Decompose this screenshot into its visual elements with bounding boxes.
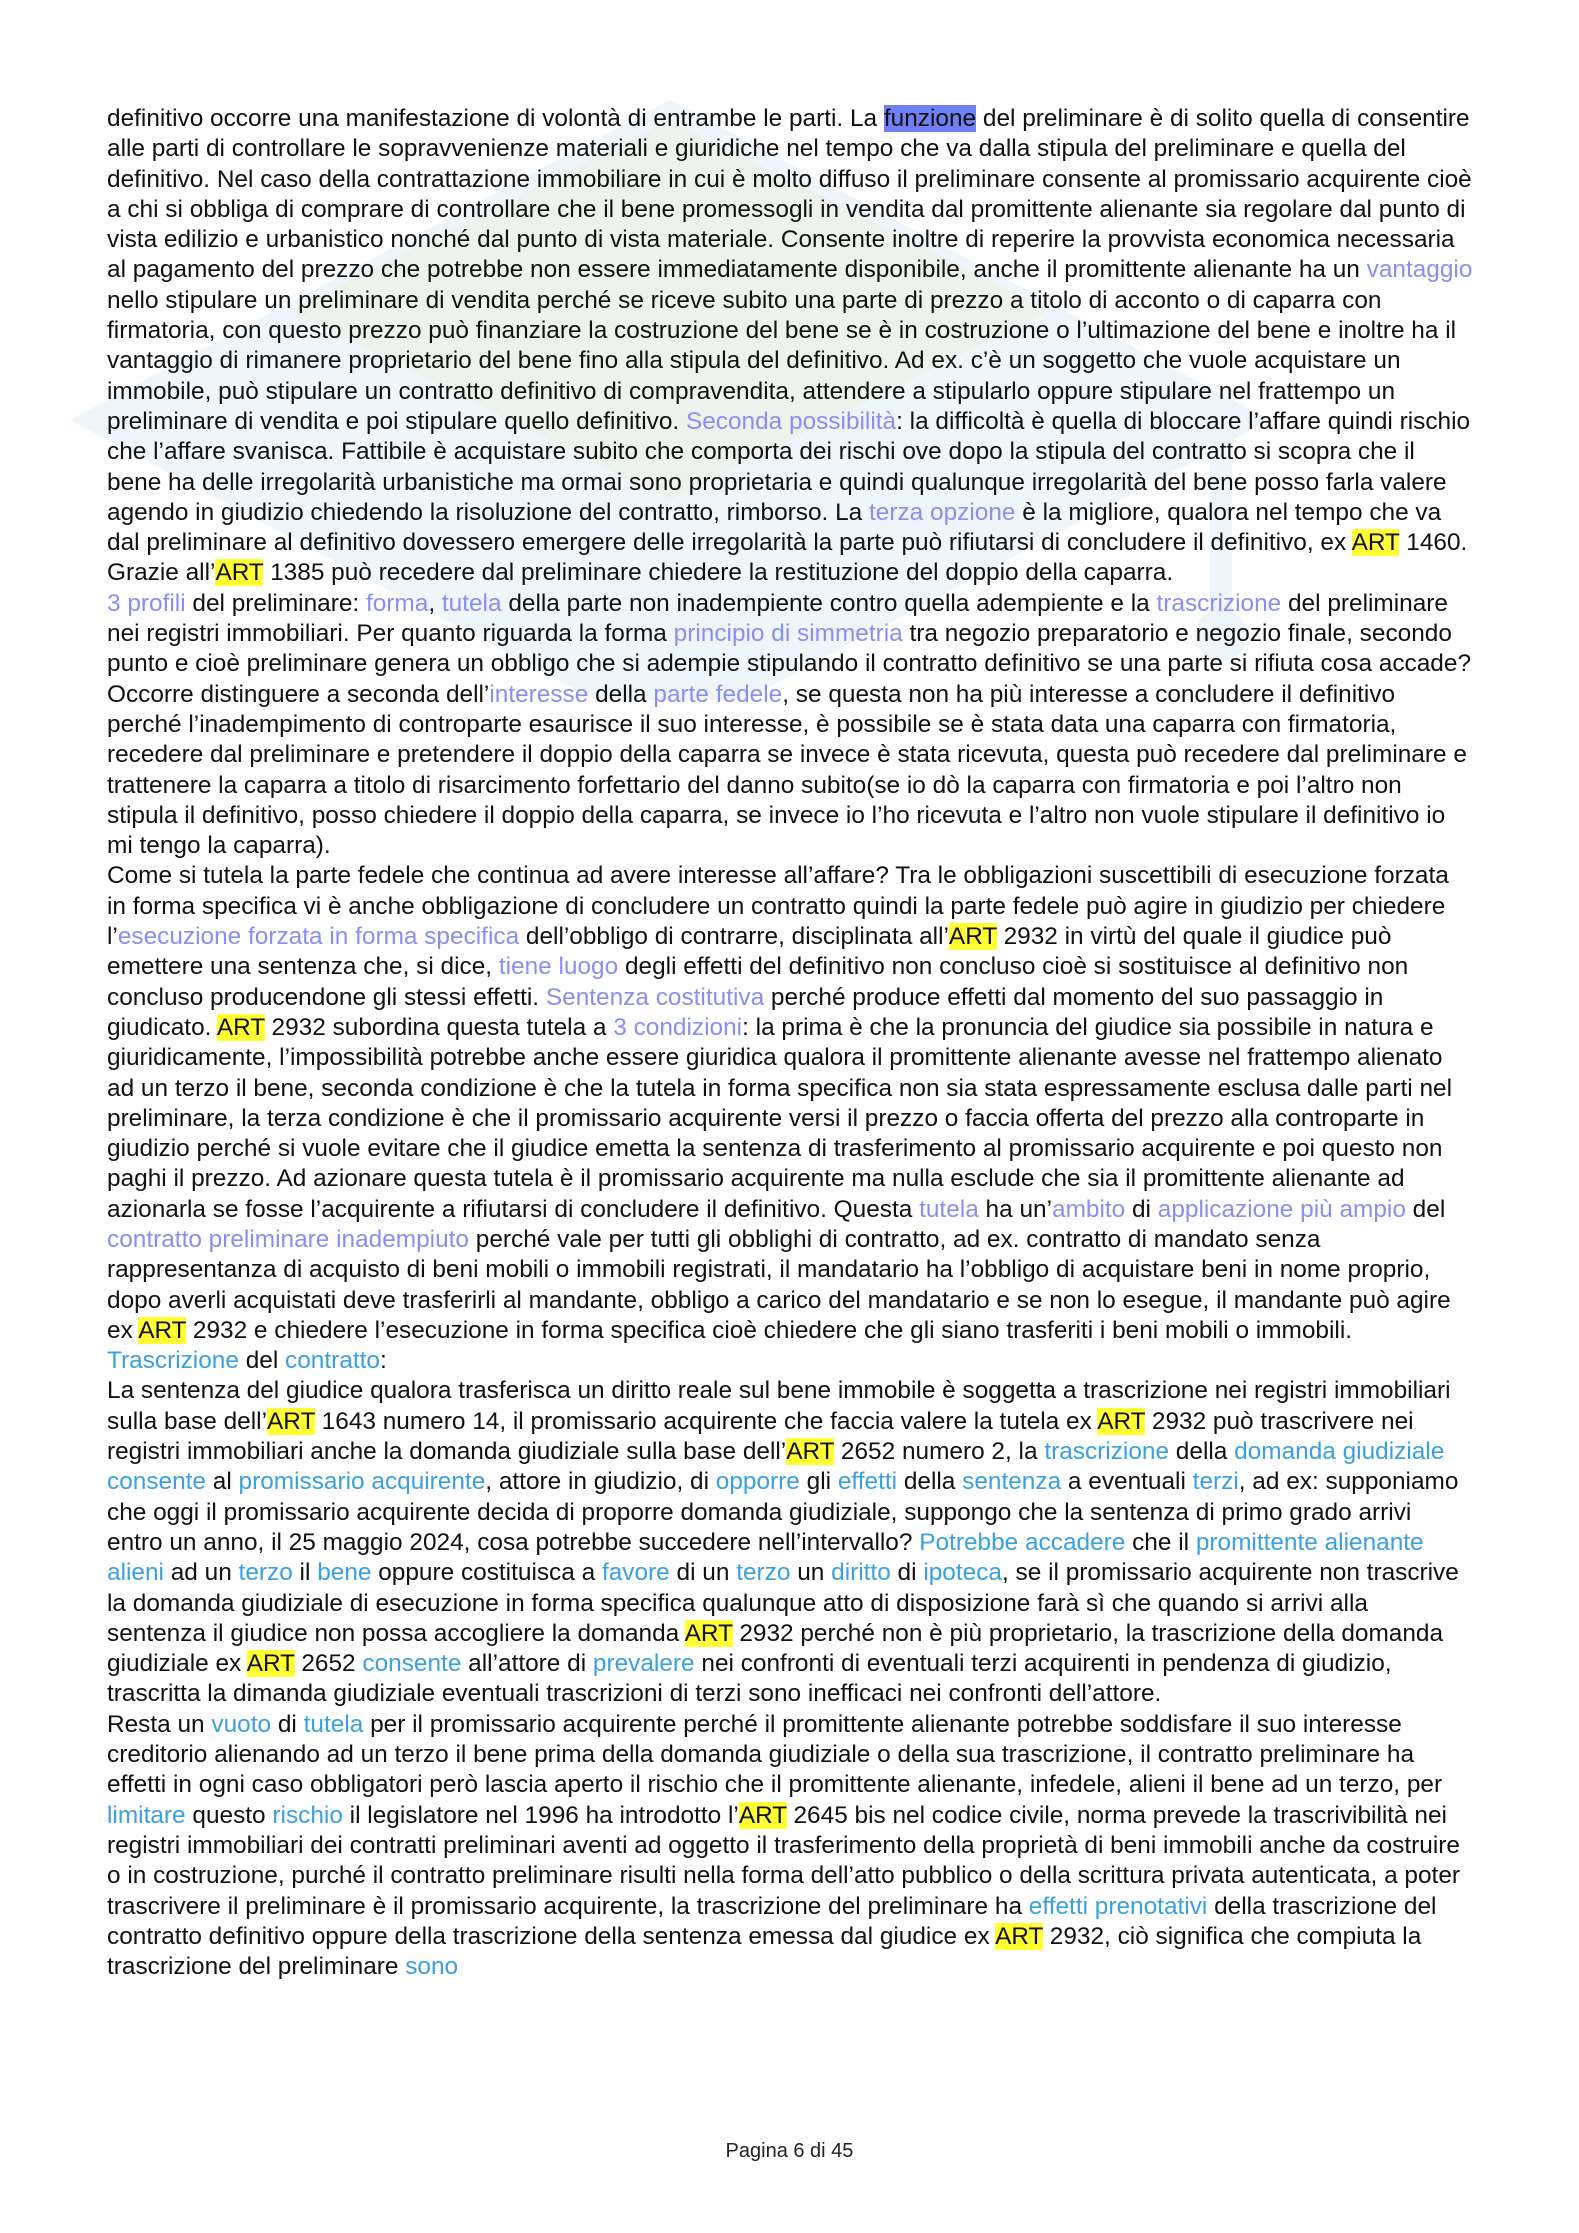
emphasized-term: prevalere	[592, 1650, 695, 1678]
text-run: :	[379, 1347, 387, 1375]
emphasized-term: trascrizione	[1044, 1438, 1170, 1466]
text-run: 2932 e chiedere l’esecuzione in forma specifica cioè chiedere che gli siano trasferiti i beni mobili o immobili.	[186, 1316, 1353, 1344]
emphasized-term: tiene luogo	[498, 953, 619, 981]
text-run: il legislatore nel 1996 ha introdotto l’	[342, 1801, 739, 1829]
highlighted-term: ART	[1351, 529, 1400, 557]
text-run: 2932, ciò significa che compiuta la trascrizione del preliminare	[107, 1922, 1422, 1981]
text-run: ad un	[163, 1559, 239, 1587]
text-run: di	[890, 1559, 924, 1587]
emphasized-term: contratto preliminare inadempiuto	[107, 1225, 469, 1253]
text-run: al	[206, 1468, 239, 1496]
emphasized-term: ambito	[1052, 1195, 1126, 1223]
text-run: della	[897, 1468, 963, 1496]
text-run: gli	[799, 1468, 838, 1496]
highlighted-term: ART	[948, 923, 997, 951]
text-run: , attore in giudizio, di	[485, 1468, 716, 1496]
emphasized-term: favore	[601, 1559, 670, 1587]
text-run: il	[292, 1559, 318, 1587]
paragraph	[107, 861, 1473, 1346]
text-run: : la prima è che la pronuncia del giudice sia possibile in natura e giuridicamente, l’impossibilità potrebbe anche essere giuridica qualora il promittente alienante avesse nel frattempo alienato ad un terzo il bene, seconda condizione è che la tutela in forma specifica non sia stata espressamente esclusa dalle parti nel preliminare, la terza condizione è che il promissario acquirente versi il prezzo o faccia offerta del prezzo alla controparte in giudizio perché si vuole evitare che il giudice emetta la sentenza di trasferimento al promissario acquirente e poi questo non paghi il prezzo. Ad azionare questa tutela è il promissario acquirente ma nulla esclude che sia il promittente alienante ad azionarla se fosse l’acquirente a rifiutarsi di concludere il definitivo. Questa	[107, 1013, 1452, 1223]
emphasized-term: rischio	[272, 1801, 343, 1829]
text-run: della parte non inadempiente contro quella adempiente e la	[501, 589, 1157, 617]
document-body	[107, 104, 1473, 1982]
text-run: di un	[669, 1559, 737, 1587]
text-run: 2652	[294, 1650, 363, 1678]
text-run: , se il promissario acquirente non trascrive la domanda giudiziale di esecuzione in forma specifica qualunque atto di disposizione farà sì che quando si arrivi alla sentenza il giudice non possa accogliere la domanda	[107, 1559, 1459, 1647]
text-run: della	[588, 680, 654, 708]
text-run: del preliminare nei registri immobiliari. Per quanto riguarda la forma	[107, 589, 1448, 648]
emphasized-term: promittente alienante alieni	[107, 1528, 1424, 1587]
text-run: che il	[1125, 1528, 1196, 1556]
emphasized-term: ipoteca	[923, 1559, 1002, 1587]
text-run: di	[271, 1710, 304, 1738]
highlighted-term: ART	[684, 1619, 733, 1647]
emphasized-term: Seconda possibilità	[685, 407, 897, 435]
emphasized-term: contratto	[285, 1347, 380, 1375]
emphasized-term: interesse	[489, 680, 589, 708]
emphasized-term: sono	[405, 1953, 459, 1981]
emphasized-term: parte fedele	[653, 680, 783, 708]
highlighted-term: ART	[995, 1922, 1043, 1950]
text-run: 1460. Grazie all’	[107, 529, 1468, 587]
paragraph	[107, 1710, 1473, 1983]
page-footer: Pagina 6 di 45	[725, 2140, 854, 2162]
emphasized-term: tutela	[919, 1195, 979, 1223]
emphasized-term: terzo	[736, 1559, 791, 1587]
text-run: nei confronti di eventuali terzi acquirenti in pendenza di giudizio, trascritta la dimanda giudiziale eventuali trascrizioni di terzi sono inefficaci nei confronti dell’attore.	[107, 1650, 1392, 1708]
emphasized-term: opporre	[715, 1468, 800, 1496]
text-run: è la migliore, qualora nel tempo che va dal preliminare al definitivo dovessero emergere delle irregolarità la parte può rifiutarsi di concludere il definitivo, ex	[107, 498, 1442, 557]
text-run: del	[1405, 1195, 1446, 1223]
text-run: degli effetti del definitivo non concluso cioè si sostituisce al definitivo non concluso producendone gli stessi effetti.	[107, 953, 1409, 1011]
text-run: del	[238, 1347, 286, 1375]
emphasized-term: Trascrizione	[107, 1347, 239, 1375]
paragraph	[107, 1346, 1473, 1376]
emphasized-term: sentenza	[962, 1468, 1062, 1496]
text-run: La sentenza del giudice qualora trasferisca un diritto reale sul bene immobile è soggetta a trascrizione nei registri immobiliari sulla base dell’	[107, 1377, 1451, 1435]
highlighted-term: ART	[267, 1407, 315, 1435]
highlighted-term: ART	[215, 559, 264, 587]
emphasized-term: 3 profili	[107, 589, 186, 617]
text-run: definitivo occorre una manifestazione di volontà di entrambe le parti. La	[107, 105, 884, 132]
emphasized-term: effetti	[837, 1468, 898, 1496]
emphasized-term: domanda giudiziale consente	[107, 1438, 1445, 1496]
highlighted-term: ART	[786, 1438, 835, 1466]
text-run: del preliminare:	[185, 589, 366, 617]
text-run: 1385 può recedere dal preliminare chiedere la restituzione del doppio della caparra.	[263, 559, 1174, 587]
text-run: un	[790, 1559, 832, 1587]
text-run: Come si tutela la parte fedele che continua ad avere interesse all’affare? Tra le obbligazioni suscettibili di esecuzione forzata in forma specifica vi è anche obbligazione di concludere un contratto quindi la parte fedele può agire in giudizio per chiedere l’	[107, 862, 1449, 951]
emphasized-term: vantaggio	[1366, 256, 1473, 284]
emphasized-term: principio di simmetria	[673, 620, 903, 648]
emphasized-term: funzione	[883, 105, 977, 132]
highlighted-term: ART	[216, 1013, 265, 1041]
emphasized-term: applicazione più ampio	[1157, 1195, 1406, 1223]
emphasized-term: promissario acquirente	[238, 1468, 486, 1496]
emphasized-term: limitare	[107, 1801, 186, 1829]
text-run: 2932 subordina questa tutela a	[264, 1013, 614, 1041]
text-run: nello stipulare un preliminare di vendita perché se riceve subito una parte di prezzo a titolo di acconto o di caparra con firmatoria, con questo prezzo può finanziare la costruzione del bene se è in costruzione o l’ultimazione del bene e inoltre ha il vantaggio di rimanere proprietario del bene fino alla stipula del definitivo. Ad ex. c’è un soggetto che vuole acquistare un immobile, può stipulare un contratto definitivo di compravendita, attendere a stipularlo oppure stipulare nel frattempo un preliminare di vendita e poi stipulare quello definitivo.	[107, 286, 1457, 435]
emphasized-term: bene	[317, 1559, 372, 1587]
text-run: per il promissario acquirente perché il promittente alienante potrebbe soddisfare il suo interesse creditorio alienando ad un terzo il bene prima della domanda giudiziale o della sua trascrizione, il contratto preliminare ha effetti in ogni caso obbligatori però lascia aperto il rischio che il promittente alienante, infedele, alieni il bene ad un terzo, per	[107, 1710, 1443, 1799]
highlighted-term: ART	[738, 1801, 787, 1829]
text-run: 1643 numero 14, il promissario acquirente che faccia valere la tutela ex	[314, 1407, 1098, 1435]
highlighted-term: ART	[1097, 1407, 1146, 1435]
text-run: Resta un	[107, 1710, 212, 1738]
emphasized-term: tutela	[303, 1710, 364, 1738]
text-run: tra negozio preparatorio e negozio finale, secondo punto e cioè preliminare genera un obbligo che si adempie stipulando il contratto definitivo se una parte si rifiuta cosa accade? Occorre distinguere a seconda dell’	[107, 620, 1472, 708]
highlighted-term: ART	[246, 1650, 295, 1678]
text-run: oppure costituisca a	[371, 1559, 602, 1587]
text-run: : la difficoltà è quella di bloccare l’affare quindi rischio che l’affare svanisca. Fattibile è acquistare subito che comporta dei rischi ove dopo la stipula del contratto si scopra che il bene ha delle irregolarità urbanistiche ma ormai sono proprietaria e quindi qualunque irregolarità del bene posso farla valere agendo in giudizio chiedendo la risoluzione del contratto, rimborso. La	[107, 407, 1471, 526]
text-run: del preliminare è di solito quella di consentire alle parti di controllare le sopravvenienze materiali e giuridiche nel tempo che va dalla stipula del preliminare e quella del definitivo. Nel caso della contrattazione immobiliare in cui è molto diffuso il preliminare consente al promissario acquirente cioè a chi si obbliga di comprare di controllare che il bene promessogli in vendita dal promittente alienante sia regolare dal punto di vista edilizio e urbanistico nonché dal punto di vista materiale. Consente inoltre di reperire la provvista economica necessaria al pagamento del prezzo che potrebbe non essere immediatamente disponibile, anche il promittente alienante ha un	[107, 105, 1472, 284]
paragraph	[107, 1376, 1473, 1709]
text-run: della	[1169, 1438, 1235, 1466]
text-run: ha un’	[978, 1195, 1052, 1223]
text-run: all’attore di	[461, 1650, 593, 1678]
highlighted-term: ART	[138, 1316, 187, 1344]
paragraph	[107, 104, 1473, 589]
text-run: 2932 in virtù del quale il giudice può emettere una sentenza che, si dice,	[107, 923, 1392, 981]
emphasized-term: effetti prenotativi	[1028, 1892, 1208, 1920]
emphasized-term: terza opzione	[869, 498, 1016, 526]
emphasized-term: Potrebbe accadere	[919, 1528, 1126, 1556]
text-run: 2932 perché non è più proprietario, la trascrizione della domanda giudiziale ex	[107, 1619, 1444, 1678]
text-run: questo	[185, 1801, 273, 1829]
text-run: di	[1125, 1195, 1158, 1223]
text-run: 2645 bis nel codice civile, norma prevede la trascrivibilità nei registri immobiliari dei contratti preliminari aventi ad oggetto il trasferimento della proprietà di beni immobili anche da costruire o in costruzione, purché il contratto preliminare risulti nella forma dell’atto pubblico o della scrittura privata autenticata, a poter trascrivere il preliminare è il promissario acquirente, la trascrizione del preliminare ha	[107, 1801, 1461, 1920]
emphasized-term: diritto	[831, 1559, 891, 1587]
emphasized-term: forma	[365, 589, 429, 617]
emphasized-term: 3 condizioni	[613, 1013, 743, 1041]
text-run: della trascrizione del contratto definitivo oppure della trascrizione della sentenza emessa dal giudice ex	[107, 1892, 1437, 1950]
text-run: perché produce effetti dal momento del suo passaggio in giudicato.	[107, 983, 1384, 1041]
emphasized-term: terzo	[238, 1559, 293, 1587]
text-run: ,	[428, 589, 442, 617]
text-run: , ad ex: supponiamo che oggi il promissario acquirente decida di proporre domanda giudiziale, suppongo che la sentenza di primo grado arrivi entro un anno, il 25 maggio 2024, cosa potrebbe succedere nell’intervallo?	[107, 1468, 1459, 1556]
text-run: perché vale per tutti gli obblighi di contratto, ad ex. contratto di mandato senza rappresentanza di acquisto di beni mobili o immobili registrati, il mandatario ha l’obbligo di acquistare beni in nome proprio, dopo averli acquistati deve trasferirli al mandante, obbligo a carico del mandatario e se non lo esegue, il mandante può agire ex	[107, 1225, 1451, 1344]
emphasized-term: trascrizione	[1156, 589, 1282, 617]
text-run: a eventuali	[1061, 1468, 1193, 1496]
emphasized-term: tutela	[441, 589, 502, 617]
text-run: 2652 numero 2, la	[834, 1438, 1045, 1466]
paragraph	[107, 589, 1473, 862]
emphasized-term: Sentenza costitutiva	[545, 983, 765, 1011]
text-run: 2932 può trascrivere nei registri immobiliari anche la domanda giudiziale sulla base dell’	[107, 1407, 1414, 1466]
text-run: dell’obbligo di contrarre, disciplinata all’	[519, 923, 949, 951]
emphasized-term: esecuzione forzata in forma specifica	[117, 923, 520, 951]
emphasized-term: terzi	[1192, 1468, 1239, 1496]
emphasized-term: consente	[362, 1650, 462, 1678]
emphasized-term: vuoto	[211, 1710, 272, 1738]
text-run: , se questa non ha più interesse a concludere il definitivo perché l’inadempimento di controparte esaurisce il suo interesse, è possibile se è stata data una caparra con firmatoria, recedere dal preliminare e pretendere il doppio della caparra se invece è stata ricevuta, questa può recedere dal preliminare e trattenere la caparra a titolo di risarcimento forfettario del danno subito(se io dò la caparra con firmatoria e poi l’altro non stipula il definitivo, posso chiedere il doppio della caparra, se invece io l’ho ricevuta e l’altro non vuole stipulare il definitivo io mi tengo la caparra).	[107, 680, 1467, 860]
